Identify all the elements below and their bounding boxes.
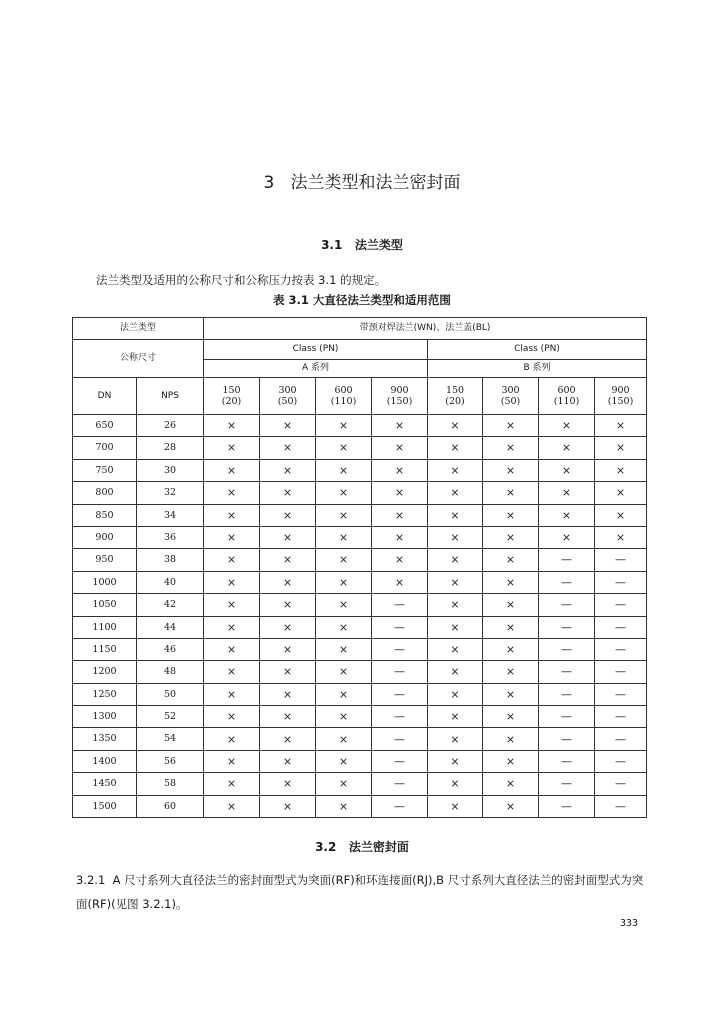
table-row [73, 437, 647, 459]
applicability-cell: × [260, 750, 316, 772]
applicability-cell: × [316, 750, 372, 772]
applicability-cell: × [204, 571, 260, 593]
applicability-cell: — [372, 795, 428, 817]
dn-cell: 750 [73, 459, 137, 481]
applicability-cell: — [372, 638, 428, 660]
applicability-cell: × [316, 661, 372, 683]
applicability-cell: × [204, 706, 260, 728]
applicability-cell: — [595, 661, 647, 683]
flange-type-label: 法兰类型 [73, 318, 204, 340]
dn-cell: 700 [73, 437, 137, 459]
dn-cell: 1000 [73, 571, 137, 593]
applicability-cell: × [316, 728, 372, 750]
applicability-cell: × [483, 616, 539, 638]
applicability-cell: × [428, 638, 483, 660]
class-column-header [595, 378, 647, 415]
applicability-cell: × [316, 773, 372, 795]
dn-cell: 1150 [73, 638, 137, 660]
applicability-cell: × [204, 728, 260, 750]
table-row [73, 526, 647, 548]
applicability-cell: — [372, 683, 428, 705]
applicability-cell: × [260, 459, 316, 481]
applicability-cell: — [539, 638, 595, 660]
nps-cell: 60 [137, 795, 204, 817]
class-column-header [483, 378, 539, 415]
class-column-header [316, 378, 372, 415]
dn-cell: 1300 [73, 706, 137, 728]
applicability-cell: — [372, 750, 428, 772]
applicability-cell: × [204, 549, 260, 571]
applicability-cell: × [483, 482, 539, 504]
applicability-cell: × [539, 482, 595, 504]
applicability-cell: × [539, 415, 595, 437]
dn-cell: 1250 [73, 683, 137, 705]
applicability-cell: × [483, 459, 539, 481]
applicability-cell: × [204, 526, 260, 548]
page-number: 333 [620, 918, 639, 929]
table-row [73, 571, 647, 593]
applicability-cell: × [539, 504, 595, 526]
applicability-cell: × [316, 504, 372, 526]
applicability-cell: × [539, 526, 595, 548]
applicability-cell: × [539, 437, 595, 459]
applicability-cell: × [595, 504, 647, 526]
applicability-cell: × [372, 437, 428, 459]
dn-cell: 650 [73, 415, 137, 437]
class-label-b: Class (PN) [428, 340, 647, 360]
table-caption: 表 3.1 大直径法兰类型和适用范围 [273, 293, 451, 307]
applicability-cell: × [260, 437, 316, 459]
applicability-cell: × [483, 795, 539, 817]
chapter-title-text: 法兰类型和法兰密封面 [290, 173, 461, 193]
table-row [73, 616, 647, 638]
applicability-cell: × [316, 482, 372, 504]
applicability-cell: — [372, 706, 428, 728]
applicability-cell: × [204, 661, 260, 683]
applicability-cell: — [595, 594, 647, 616]
applicability-cell: — [372, 728, 428, 750]
applicability-cell: — [595, 571, 647, 593]
clause-text: A 尺寸系列大直径法兰的密封面型式为突面(RF)和环连接面(RJ),B 尺寸系列大直径法兰的密封面型式为突面(RF)(见图 3.2.1)。 [76, 873, 644, 911]
dn-cell: 1050 [73, 594, 137, 616]
applicability-cell: — [539, 728, 595, 750]
dn-cell: 1450 [73, 773, 137, 795]
applicability-cell: × [372, 415, 428, 437]
section-title-3-2 [0, 838, 724, 855]
applicability-cell: × [316, 571, 372, 593]
applicability-cell: × [483, 437, 539, 459]
applicability-cell: × [483, 504, 539, 526]
nps-cell: 44 [137, 616, 204, 638]
chapter-title [0, 168, 724, 193]
nps-cell: 28 [137, 437, 204, 459]
clause-3-2-1 [76, 868, 650, 916]
applicability-cell: × [483, 526, 539, 548]
applicability-cell: × [260, 795, 316, 817]
applicability-cell: × [483, 773, 539, 795]
applicability-cell: × [539, 459, 595, 481]
applicability-cell: — [372, 661, 428, 683]
applicability-cell: × [428, 795, 483, 817]
applicability-cell: — [539, 571, 595, 593]
applicability-cell: × [316, 638, 372, 660]
applicability-cell: × [428, 728, 483, 750]
applicability-cell: — [595, 706, 647, 728]
applicability-cell: × [204, 750, 260, 772]
dn-cell: 800 [73, 482, 137, 504]
flange-range-table [72, 317, 647, 818]
table-row [73, 549, 647, 571]
applicability-cell: × [260, 594, 316, 616]
nps-header: NPS [137, 378, 204, 415]
table-row [73, 504, 647, 526]
applicability-cell: — [539, 683, 595, 705]
applicability-cell: × [260, 773, 316, 795]
nps-cell: 46 [137, 638, 204, 660]
applicability-cell: × [428, 683, 483, 705]
table-row [73, 415, 647, 437]
applicability-cell: × [260, 482, 316, 504]
applicability-cell: × [204, 616, 260, 638]
applicability-cell: × [260, 616, 316, 638]
dn-cell: 1100 [73, 616, 137, 638]
applicability-cell: — [595, 616, 647, 638]
section-title-text: 法兰密封面 [348, 840, 409, 854]
nominal-size-label: 公称尺寸 [73, 340, 204, 378]
class-column-header [539, 378, 595, 415]
dn-cell: 1400 [73, 750, 137, 772]
nps-cell: 34 [137, 504, 204, 526]
applicability-cell: × [372, 549, 428, 571]
series-b-label: B 系列 [428, 360, 647, 378]
class-value: 900 [611, 384, 630, 396]
applicability-cell: × [260, 661, 316, 683]
applicability-cell: — [539, 616, 595, 638]
applicability-cell: × [428, 504, 483, 526]
applicability-cell: — [539, 594, 595, 616]
pn-value: (50) [277, 396, 298, 407]
applicability-cell: × [260, 638, 316, 660]
nps-cell: 56 [137, 750, 204, 772]
applicability-cell: × [260, 549, 316, 571]
class-value: 600 [557, 384, 576, 396]
applicability-cell: — [595, 683, 647, 705]
applicability-cell: × [428, 571, 483, 593]
section-title-text: 法兰类型 [354, 238, 403, 252]
dn-cell: 1200 [73, 661, 137, 683]
applicability-cell: × [316, 683, 372, 705]
nps-cell: 52 [137, 706, 204, 728]
nps-cell: 38 [137, 549, 204, 571]
applicability-cell: × [428, 526, 483, 548]
applicability-cell: × [204, 594, 260, 616]
applicability-cell: — [595, 549, 647, 571]
applicability-cell: × [483, 594, 539, 616]
applicability-cell: × [595, 459, 647, 481]
clause-number: 3.2.1 [76, 873, 106, 887]
applicability-cell: × [595, 526, 647, 548]
applicability-cell: — [539, 661, 595, 683]
nps-cell: 54 [137, 728, 204, 750]
class-value: 150 [222, 384, 241, 396]
applicability-cell: — [539, 549, 595, 571]
dn-cell: 900 [73, 526, 137, 548]
nps-cell: 48 [137, 661, 204, 683]
section-number: 3.2 [315, 840, 337, 854]
applicability-cell: — [539, 706, 595, 728]
applicability-cell: × [483, 706, 539, 728]
table-row [73, 773, 647, 795]
applicability-cell: × [204, 683, 260, 705]
applicability-cell: × [595, 415, 647, 437]
applicability-cell: × [483, 549, 539, 571]
pn-value: (50) [500, 396, 521, 407]
series-a-label: A 系列 [204, 360, 428, 378]
pn-value: (110) [553, 396, 580, 407]
table-row [73, 706, 647, 728]
table-row [73, 482, 647, 504]
applicability-cell: × [316, 616, 372, 638]
applicability-cell: × [260, 683, 316, 705]
table-row [73, 594, 647, 616]
applicability-cell: — [595, 728, 647, 750]
applicability-cell: × [372, 526, 428, 548]
section-number: 3.1 [321, 238, 343, 252]
dn-cell: 1500 [73, 795, 137, 817]
applicability-cell: × [260, 526, 316, 548]
table-row [73, 661, 647, 683]
pn-value: (150) [607, 396, 634, 407]
applicability-cell: × [204, 773, 260, 795]
applicability-cell: × [428, 661, 483, 683]
applicability-cell: × [316, 459, 372, 481]
applicability-cell: × [483, 415, 539, 437]
applicability-cell: × [316, 706, 372, 728]
applicability-cell: — [595, 773, 647, 795]
table-row [73, 459, 647, 481]
class-value: 150 [445, 384, 465, 396]
dn-cell: 950 [73, 549, 137, 571]
nps-cell: 26 [137, 415, 204, 437]
applicability-cell: × [372, 504, 428, 526]
class-column-header [260, 378, 316, 415]
table-row [73, 638, 647, 660]
applicability-cell: × [483, 571, 539, 593]
nps-cell: 36 [137, 526, 204, 548]
table-row [73, 795, 647, 817]
applicability-cell: × [260, 571, 316, 593]
pn-value: (110) [330, 396, 357, 407]
applicability-cell: — [372, 594, 428, 616]
applicability-cell: × [316, 437, 372, 459]
applicability-cell: × [483, 728, 539, 750]
applicability-cell: × [428, 594, 483, 616]
pn-value: (150) [386, 396, 413, 407]
applicability-cell: × [428, 706, 483, 728]
applicability-cell: × [260, 415, 316, 437]
applicability-cell: × [595, 437, 647, 459]
applicability-cell: — [595, 638, 647, 660]
applicability-cell: × [483, 683, 539, 705]
applicability-cell: × [316, 594, 372, 616]
applicability-cell: — [372, 773, 428, 795]
applicability-cell: × [428, 549, 483, 571]
table-row [73, 728, 647, 750]
applicability-cell: × [260, 504, 316, 526]
applicability-cell: × [483, 638, 539, 660]
applicability-cell: × [204, 482, 260, 504]
applicability-cell: × [316, 795, 372, 817]
nps-cell: 40 [137, 571, 204, 593]
pn-value: (20) [221, 396, 242, 407]
applicability-cell: × [316, 526, 372, 548]
applicability-cell: × [372, 571, 428, 593]
applicability-cell: — [595, 750, 647, 772]
applicability-cell: × [316, 415, 372, 437]
table-row [73, 750, 647, 772]
applicability-cell: × [372, 482, 428, 504]
applicability-cell: × [595, 482, 647, 504]
applicability-cell: × [260, 706, 316, 728]
dn-cell: 1350 [73, 728, 137, 750]
applicability-cell: × [428, 482, 483, 504]
applicability-cell: — [539, 795, 595, 817]
applicability-cell: × [428, 459, 483, 481]
applicability-cell: — [539, 750, 595, 772]
applicability-cell: — [539, 773, 595, 795]
nps-cell: 58 [137, 773, 204, 795]
applicability-cell: × [204, 415, 260, 437]
applicability-cell: × [316, 549, 372, 571]
applicability-cell: — [372, 616, 428, 638]
applicability-cell: × [428, 415, 483, 437]
dn-header: DN [73, 378, 137, 415]
applicability-cell: × [483, 661, 539, 683]
applicability-cell: × [204, 437, 260, 459]
class-value: 900 [390, 384, 409, 396]
class-column-header [428, 378, 483, 415]
class-value: 600 [334, 384, 353, 396]
nps-cell: 32 [137, 482, 204, 504]
chapter-number: 3 [263, 173, 275, 193]
applicability-cell: × [260, 728, 316, 750]
applicability-cell: × [428, 773, 483, 795]
applicability-cell: × [204, 638, 260, 660]
nps-cell: 42 [137, 594, 204, 616]
class-label-a: Class (PN) [204, 340, 428, 360]
pn-value: (20) [445, 396, 465, 407]
class-column-header [372, 378, 428, 415]
applicability-cell: × [428, 750, 483, 772]
dn-cell: 850 [73, 504, 137, 526]
nps-cell: 30 [137, 459, 204, 481]
intro-paragraph: 法兰类型及适用的公称尺寸和公称压力按表 3.1 的规定。 [96, 273, 387, 287]
applicability-cell: × [204, 504, 260, 526]
applicability-cell: × [372, 459, 428, 481]
nps-cell: 50 [137, 683, 204, 705]
applicability-cell: — [595, 795, 647, 817]
table-row [73, 683, 647, 705]
class-value: 300 [278, 384, 297, 396]
applicability-cell: × [428, 437, 483, 459]
section-title-3-1 [0, 236, 724, 253]
applicability-cell: × [204, 459, 260, 481]
flange-type-value: 带颈对焊法兰(WN)、法兰盖(BL) [204, 318, 647, 340]
applicability-cell: × [428, 616, 483, 638]
class-column-header [204, 378, 260, 415]
class-value: 300 [501, 384, 520, 396]
applicability-cell: × [483, 750, 539, 772]
applicability-cell: × [204, 795, 260, 817]
